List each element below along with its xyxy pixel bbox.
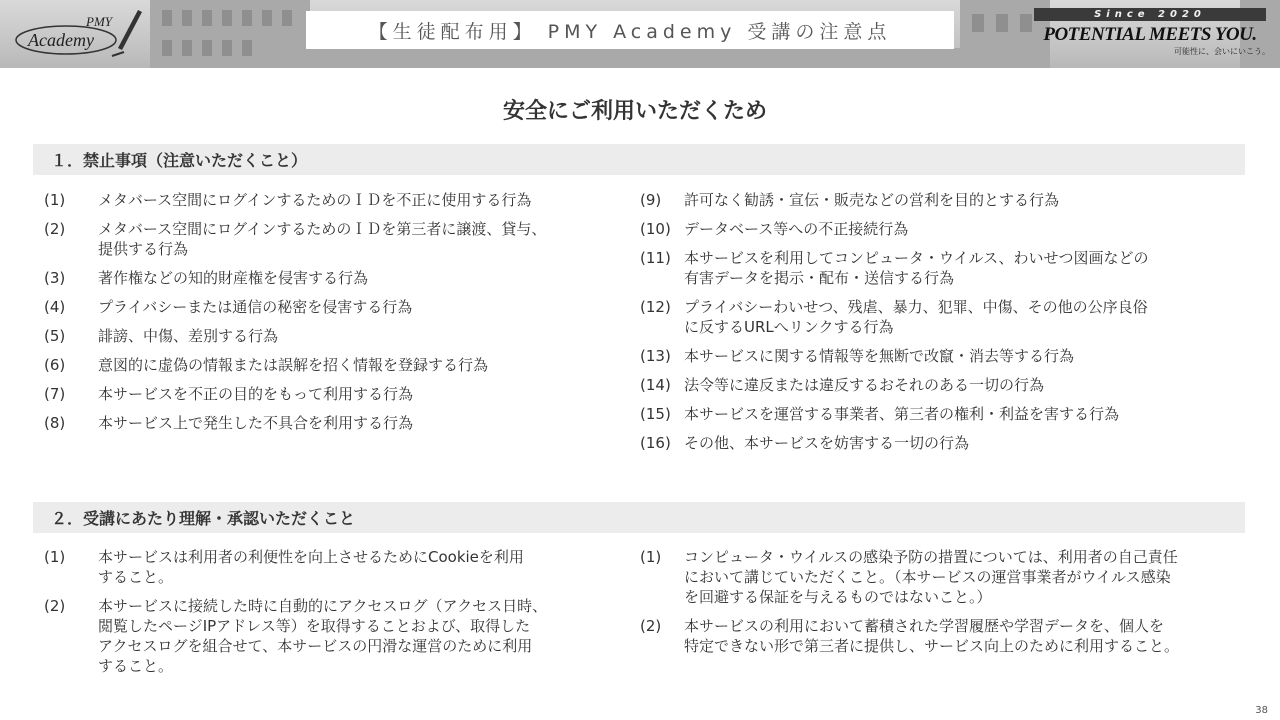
list-item — [44, 219, 604, 259]
section-2-heading-bar — [33, 502, 1245, 533]
list-item — [44, 355, 604, 375]
section-2-right-list — [640, 547, 1250, 665]
item-number: (2) — [640, 617, 662, 635]
item-text: メタバース空間にログインするためのＩＤを不正に使用する行為 — [98, 191, 532, 209]
logo-text-academy: Academy — [28, 30, 94, 50]
item-text: 本サービスに関する情報等を無断で改竄・消去等する行為 — [684, 347, 1075, 365]
item-number: (12) — [640, 298, 671, 316]
list-item — [44, 268, 604, 288]
item-text: データベース等への不正接続行為 — [684, 220, 909, 238]
item-number: (6) — [44, 356, 66, 374]
list-item — [640, 616, 1250, 656]
item-text: 本サービス上で発生した不具合を利用する行為 — [98, 414, 414, 432]
list-item — [44, 413, 604, 433]
item-text: 本サービスは利用者の利便性を向上させるためにCookieを利用 すること。 — [98, 548, 524, 586]
list-item — [640, 547, 1250, 607]
item-text: コンピュータ・ウイルスの感染予防の措置については、利用者の自己責任 において講じていただくこと。（本サービスの運営事業者がウイルス感染 を回避する保証を与えるものではないこと。） — [684, 548, 1178, 606]
list-item — [640, 346, 1240, 366]
item-number: (10) — [640, 220, 671, 238]
item-text: 本サービスを利用してコンピュータ・ウイルス、わいせつ図画などの 有害データを掲示・配布・送信する行為 — [684, 249, 1149, 287]
item-text: プライバシーわいせつ、残虐、暴力、犯罪、中傷、その他の公序良俗 に反するURLへリンクする行為 — [684, 298, 1148, 336]
list-item — [44, 596, 604, 676]
list-item — [44, 547, 604, 587]
item-text: 法令等に違反または違反するおそれのある一切の行為 — [684, 376, 1045, 394]
list-item — [44, 326, 604, 346]
logo-text-pmy: PMY — [86, 14, 112, 29]
item-number: (2) — [44, 220, 66, 238]
item-text: その他、本サービスを妨害する一切の行為 — [684, 434, 970, 452]
list-item — [640, 248, 1240, 288]
item-text: 誹謗、中傷、差別する行為 — [98, 327, 279, 345]
list-item — [640, 433, 1240, 453]
list-item — [44, 190, 604, 210]
document-title: 【生徒配布用】 PMY Academy 受講の注意点 — [306, 11, 954, 49]
item-number: (9) — [640, 191, 662, 209]
item-text: 本サービスの利用において蓄積された学習履歴や学習データを、個人を 特定できない形で第三者に提供し、サービス向上のために利用すること。 — [684, 617, 1180, 655]
list-item — [640, 375, 1240, 395]
item-number: (8) — [44, 414, 66, 432]
item-number: (3) — [44, 269, 66, 287]
item-number: (1) — [640, 548, 662, 566]
item-text: 本サービスを不正の目的をもって利用する行為 — [98, 385, 414, 403]
item-text: 本サービスに接続した時に自動的にアクセスログ（アクセス日時、 閲覧したページIPアドレス等）を取得することおよび、取得した アクセスログを組合せて、本サービスの円滑な運営のために利用 すること。 — [98, 597, 548, 675]
list-item — [640, 219, 1240, 239]
item-text: 本サービスを運営する事業者、第三者の権利・利益を害する行為 — [684, 405, 1120, 423]
section-2-heading: ２．受講にあたり理解・承認いただくこと — [51, 509, 356, 528]
item-number: (1) — [44, 191, 66, 209]
page-number: 38 — [1255, 705, 1268, 716]
item-number: (11) — [640, 249, 671, 267]
item-text: 意図的に虚偽の情報または誤解を招く情報を登録する行為 — [98, 356, 489, 374]
list-item — [44, 297, 604, 317]
item-number: (7) — [44, 385, 66, 403]
section-1-left-list — [44, 190, 604, 442]
item-number: (13) — [640, 347, 671, 365]
item-number: (2) — [44, 597, 66, 615]
quill-pen-icon — [118, 10, 142, 50]
item-number: (5) — [44, 327, 66, 345]
list-item — [640, 404, 1240, 424]
list-item — [640, 297, 1240, 337]
section-1-right-list — [640, 190, 1240, 462]
item-text: 著作権などの知的財産権を侵害する行為 — [98, 269, 369, 287]
item-number: (16) — [640, 434, 671, 452]
item-text: 許可なく勧誘・宣伝・販売などの営利を目的とする行為 — [684, 191, 1060, 209]
section-2-left-list — [44, 547, 604, 685]
section-1-heading: １．禁止事項（注意いただくこと） — [51, 151, 308, 170]
item-text: メタバース空間にログインするためのＩＤを第三者に譲渡、貸与、 提供する行為 — [98, 220, 547, 258]
list-item — [44, 384, 604, 404]
brand-sub-slogan: 可能性に、会いにいこう。 — [1174, 47, 1270, 56]
section-1-heading-bar — [33, 144, 1245, 175]
item-text: プライバシーまたは通信の秘密を侵害する行為 — [98, 298, 413, 316]
header-band — [0, 0, 1280, 68]
brand-slogan: POTENTIAL MEETS YOU. — [1043, 24, 1257, 45]
item-number: (15) — [640, 405, 671, 423]
page-title: 安全にご利用いただくため — [502, 99, 767, 124]
item-number: (4) — [44, 298, 66, 316]
list-item — [640, 190, 1240, 210]
item-number: (14) — [640, 376, 671, 394]
item-number: (1) — [44, 548, 66, 566]
since-label: Since 2020 — [1034, 8, 1266, 21]
pmy-academy-logo — [14, 6, 146, 60]
